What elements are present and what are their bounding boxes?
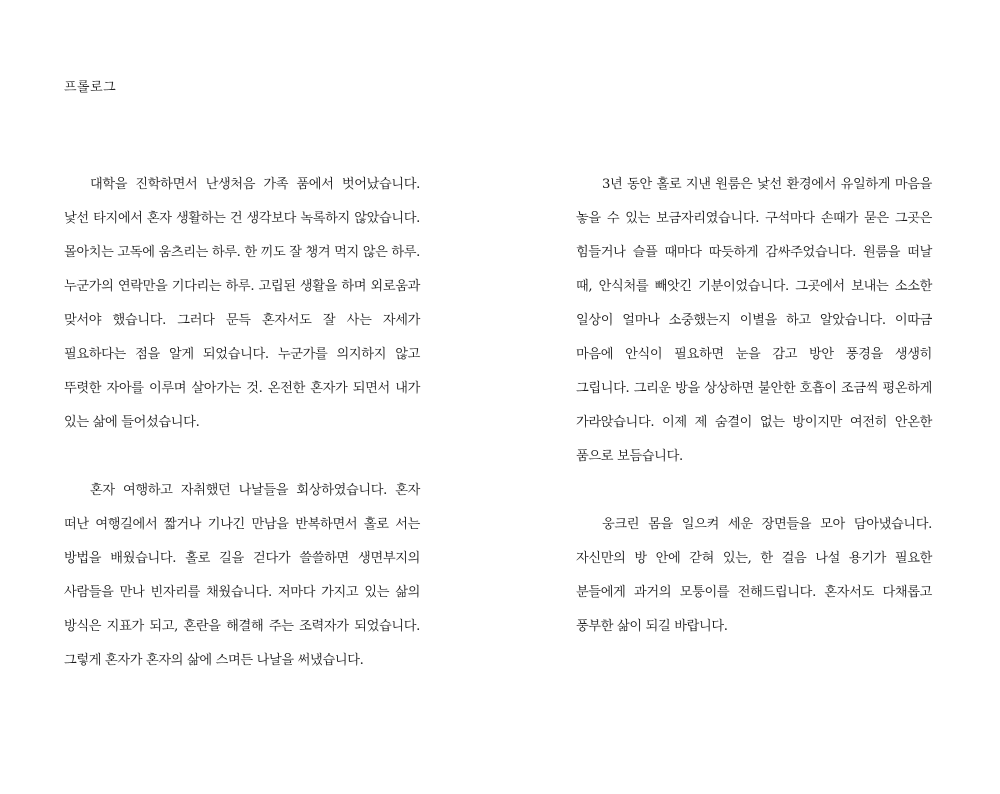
right-paragraph-2: 웅크린 몸을 일으켜 세운 장면들을 모아 담아냈습니다. 자신만의 방 안에 갇혀 있는, 한 걸음 나설 용기가 필요한 분들에게 과거의 모퉁이를 전해드립니다. 혼자서도 다채롭고 풍부한 삶이 되길 바랍니다. (576, 517, 932, 634)
left-page-body (64, 168, 420, 678)
left-paragraph-2: 혼자 여행하고 자취했던 나날들을 회상하였습니다. 혼자 떠난 여행길에서 짧거나 기나긴 만남을 반복하면서 홀로 서는 방법을 배웠습니다. 홀로 길을 걷다가 쓸쓸하면 생면부지의 사람들을 만나 빈자리를 채웠습니다. 저마다 가지고 있는 삶의 방식은 지표가 되고, 혼란을 해결해 주는 조력자가 되었습니다. 그렇게 혼자가 혼자의 삶에 스며든 나날을 써냈습니다. (64, 483, 420, 668)
right-page-body (576, 168, 932, 644)
section-title: 프롤로그 (64, 80, 117, 95)
right-paragraph-1: 3년 동안 홀로 지낸 원룸은 낯선 환경에서 유일하게 마음을 놓을 수 있는 보금자리였습니다. 구석마다 손때가 묻은 그곳은 힘들거나 슬플 때마다 따듯하게 감싸주었습니다. 원룸을 떠날 때, 안식처를 빼앗긴 기분이었습니다. 그곳에서 보내는 소소한 일상이 얼마나 소중했는지 이별을 하고 알았습니다. 이따금 마음에 안식이 필요하면 눈을 감고 방안 풍경을 생생히 그립니다. 그리운 방을 상상하면 불안한 호흡이 조금씩 평온하게 가라앉습니다. 이제 제 숨결이 없는 방이지만 여전히 안온한 품으로 보듬습니다. (576, 177, 932, 464)
left-paragraph-1: 대학을 진학하면서 난생처음 가족 품에서 벗어났습니다. 낯선 타지에서 혼자 생활하는 건 생각보다 녹록하지 않았습니다. 몰아치는 고독에 움츠리는 하루. 한 끼도 잘 챙겨 먹지 않은 하루. 누군가의 연락만을 기다리는 하루. 고립된 생활을 하며 외로움과 맞서야 했습니다. 그러다 문득 혼자서도 잘 사는 자세가 필요하다는 점을 알게 되었습니다. 누군가를 의지하지 않고 뚜렷한 자아를 이루며 살아가는 것. 온전한 혼자가 되면서 내가 있는 삶에 들어섰습니다. (64, 177, 420, 430)
